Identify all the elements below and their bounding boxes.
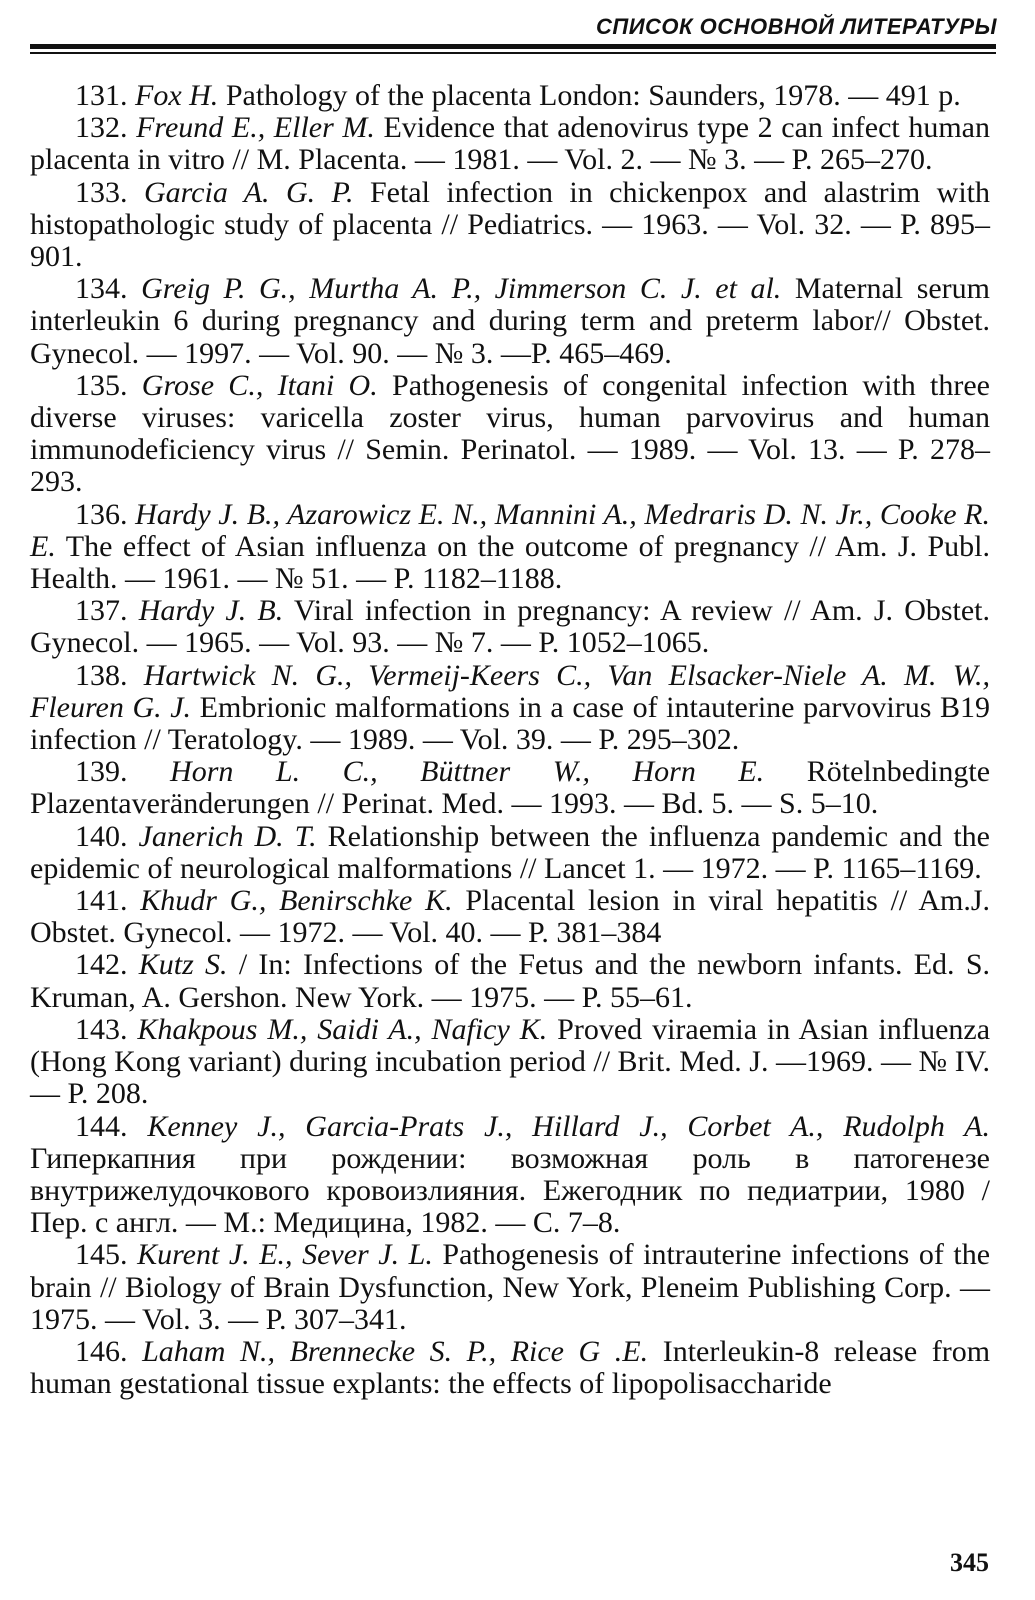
reference-authors: Kenney J., Garcia-Prats J., Hillard J., Corbet A., Rudolph A.: [147, 1109, 990, 1143]
reference-number: 143.: [75, 1012, 128, 1046]
reference-text: Relationship between the influenza pandemic and the epidemic of neurological malformations // Lancet 1. — 1972. — P. 1165–1169.: [30, 819, 990, 885]
header-rule: [30, 44, 996, 54]
reference-authors: Janerich D. T.: [138, 819, 317, 853]
reference-item: [30, 112, 990, 176]
reference-authors: Hardy J. B.: [138, 594, 284, 628]
reference-text: Pathogenesis of congenital infection with three diverse viruses: varicella zoster virus, human parvovirus and human immunodeficiency virus // Semin. Perinatol. — 1989. — Vol. 13. — P. 278–293.: [30, 368, 991, 499]
reference-authors: Laham N., Brennecke S. P., Rice G .E.: [142, 1334, 649, 1368]
reference-item: [30, 1239, 990, 1336]
reference-text: Interleukin-8 release from human gestational tissue explants: the effects of lipopolisaccharide: [30, 1334, 991, 1401]
reference-authors: Hartwick N. G., Vermeij-Keers C., Van Elsacker-Niele A. M. W., Fleuren G. J.: [30, 658, 991, 724]
reference-item: [30, 1336, 990, 1400]
reference-number: 134.: [75, 272, 128, 306]
reference-item: [30, 273, 990, 370]
reference-number: 144.: [75, 1109, 128, 1143]
page-number: 345: [950, 1548, 989, 1577]
reference-authors: Khakpous M., Saidi A., Naficy K.: [137, 1012, 548, 1046]
reference-item: [30, 1111, 990, 1240]
reference-text: Placental lesion in viral hepatitis // Am.J. Obstet. Gynecol. — 1972. — Vol. 40. — P. 381–384: [30, 884, 991, 950]
reference-item: [30, 80, 990, 112]
reference-item: [30, 885, 990, 949]
reference-authors: Horn L. C., Büttner W., Horn E.: [170, 755, 765, 789]
reference-number: 133.: [75, 175, 128, 209]
reference-number: 142.: [75, 948, 128, 982]
running-title: СПИСОК ОСНОВНОЙ ЛИТЕРАТУРЫ: [595, 14, 997, 39]
reference-text: / In: Infections of the Fetus and the newborn infants. Ed. S. Kruman, A. Gershon. New York. — 1975. — P. 55–61.: [30, 948, 990, 1014]
reference-authors: Kurent J. E., Sever J. L.: [137, 1238, 433, 1272]
reference-text: Viral infection in pregnancy: A review // Am. J. Obstet. Gynecol. — 1965. — Vol. 93. — № 7. — P. 1052–1065.: [30, 594, 991, 660]
reference-list: [30, 80, 990, 1400]
reference-authors: Grose C., Itani O.: [141, 368, 378, 402]
reference-number: 136.: [75, 497, 128, 531]
reference-number: 140.: [75, 819, 128, 853]
reference-item: [30, 370, 990, 499]
reference-number: 145.: [75, 1238, 128, 1272]
reference-authors: Kutz S.: [138, 948, 228, 982]
reference-text: Гиперкапния при рождении: возможная роль в патогенезе внутрижелудочкового кровоизлияния. Ежегодник по педиатрии, 1980 / Пер. с англ. — М.: Медицина, 1982. — С. 7–8.: [30, 1141, 990, 1240]
reference-authors: Greig P. G., Murtha A. P., Jimmerson C. J. et al.: [141, 272, 782, 306]
reference-text: The effect of Asian influenza on the outcome of pregnancy // Am. J. Publ. Health. — 1961. — № 51. — P. 1182–1188.: [30, 529, 990, 596]
reference-number: 132.: [75, 111, 128, 145]
reference-item: [30, 821, 990, 885]
reference-item: [30, 660, 990, 757]
reference-number: 137.: [75, 594, 128, 628]
reference-number: 141.: [75, 884, 128, 918]
reference-authors: Khudr G., Benirschke K.: [140, 884, 453, 918]
reference-number: 135.: [75, 368, 128, 402]
reference-item: [30, 756, 990, 820]
reference-authors: Hardy J. B., Azarowicz E. N., Mannini A., Medraris D. N. Jr., Cooke R. E.: [30, 497, 990, 563]
reference-item: [30, 595, 990, 659]
reference-text: Evidence that adenovirus type 2 can infect human placenta in vitro // M. Placenta. — 1981. — Vol. 2. — № 3. — P. 265–270.: [30, 111, 990, 177]
reference-text: Maternal serum interleukin 6 during pregnancy and during term and preterm labor// Obstet. Gynecol. — 1997. — Vol. 90. — № 3. —P. 465–469.: [30, 272, 991, 370]
reference-item: [30, 949, 990, 1013]
reference-authors: Freund E., Eller M.: [136, 111, 375, 145]
reference-text: Rötelnbedingte Plazentaveränderungen // Perinat. Med. — 1993. — Bd. 5. — S. 5–10.: [30, 755, 991, 821]
reference-text: Embrionic malformations in a case of intauterine parvovirus B19 infection // Teratology. — 1989. — Vol. 39. — P. 295–302.: [30, 690, 990, 757]
reference-number: 138.: [75, 658, 128, 692]
reference-item: [30, 177, 990, 274]
reference-text: Fetal infection in chickenpox and alastrim with histopathologic study of placenta // Pediatrics. — 1963. — Vol. 32. — P. 895–901.: [30, 175, 991, 274]
reference-authors: Garcia A. G. P.: [143, 175, 354, 209]
reference-text: Pathology of the placenta London: Saunders, 1978. — 491 p.: [225, 79, 961, 112]
reference-number: 131.: [75, 79, 128, 112]
reference-number: 139.: [75, 755, 128, 789]
reference-number: 146.: [75, 1334, 128, 1368]
reference-text: Proved viraemia in Asian influenza (Hong Kong variant) during incubation period // Brit. Med. J. —1969. — № IV. — P. 208.: [30, 1012, 991, 1111]
reference-text: Pathogenesis of intrauterine infections of the brain // Biology of Brain Dysfunction, New York, Pleneim Publishing Corp. — 1975. — Vol. 3. — P. 307–341.: [30, 1238, 991, 1336]
reference-item: [30, 499, 990, 596]
reference-authors: Fox H.: [135, 79, 219, 112]
reference-item: [30, 1014, 990, 1111]
